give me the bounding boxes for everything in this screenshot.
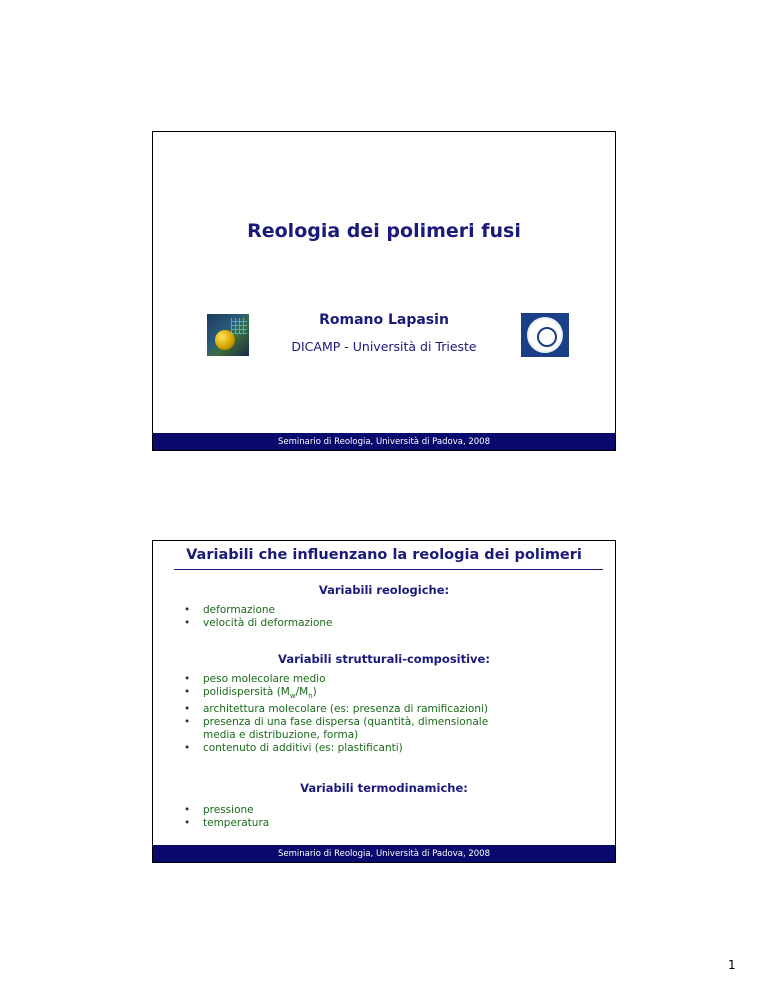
list-item: • peso molecolare medio [184,673,326,685]
slide-footer: Seminario di Reologia, Università di Padova, 2008 [153,845,615,862]
page-number: 1 [728,958,736,972]
slide-heading: Variabili che influenzano la reologia dei polimeri [186,547,582,563]
list-item: • deformazione [184,604,276,616]
list-thermodynamic [153,804,269,830]
list-item: • temperatura [184,817,270,829]
title-underline [174,569,603,570]
affiliation: DICAMP - Università di Trieste [291,339,477,354]
list-item: • polidispersità $(M_w/M_n)$ [184,686,317,701]
section-heading-thermodynamic: Variabili termodinamiche: [300,781,468,795]
slide-title-heading: Reologia dei polimeri fusi [247,220,521,242]
section-heading-structural: Variabili strutturali-compositive: [278,652,490,666]
list-item: • velocità di deformazione [184,617,333,629]
slide-title [152,131,616,451]
list-item: • architettura molecolare (es: presenza di ramificazioni) [184,703,489,716]
list-item: • presenza di una fase dispersa (quantità, dimensionale media e distribuzione, forma) [184,716,489,742]
slide-footer: Seminario di Reologia, Università di Padova, 2008 [153,433,615,450]
list-item: • pressione [184,804,254,816]
university-seal-logo [521,313,569,357]
list-rheological [153,604,333,630]
list-item: • contenuto di additivi (es: plastificanti) [184,742,403,755]
slide-variables [152,540,616,863]
section-heading-rheological: Variabili reologiche: [318,583,450,597]
author-name: Romano Lapasin [319,312,449,328]
list-structural [153,673,488,755]
